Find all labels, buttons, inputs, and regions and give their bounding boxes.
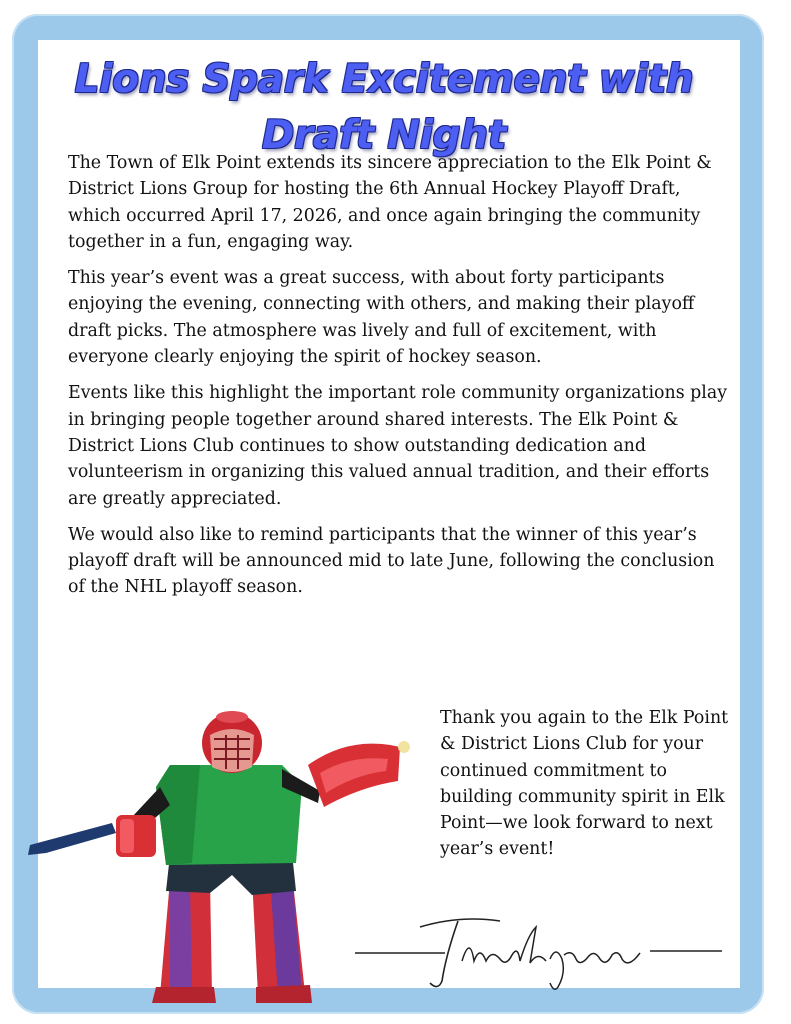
headline: Lions Spark Excitement with Draft Night: [74, 57, 694, 158]
paragraph-intro: The Town of Elk Point extends its sincere appreciation to the Elk Point & District Lions Group for hosting the 6th Annual Hockey Playoff Draft, which occurred April 17, 2026, and once again bringing the community together in a fun, engaging way.: [68, 153, 712, 252]
paragraph-community: Events like this highlight the important role community organizations play in bringing people together around shared interests. The Elk Point & District Lions Club continues to show outstanding dedication and volunteerism in organizing this valued annual tradition, and their efforts are greatly appreciated.: [68, 383, 728, 509]
article-body: [68, 150, 730, 611]
paragraph-reminder: We would also like to remind participants that the winner of this year’s playoff draft will be announced mid to late June, following the conclusion of the NHL playoff season.: [68, 524, 715, 598]
thank-you-signature: [350, 905, 730, 995]
hockey-stick: [28, 823, 116, 855]
closing-message: Thank you again to the Elk Point & District Lions Club for your continued commitment to building community spirit in Elk Point—we look forward to next year’s event!: [440, 708, 729, 860]
paragraph-event: This year’s event was a great success, with about forty participants enjoying the evening, connecting with others, and making their playoff draft picks. The atmosphere was lively and full of excitement, with everyone clearly enjoying the spirit of hockey season.: [68, 268, 695, 368]
